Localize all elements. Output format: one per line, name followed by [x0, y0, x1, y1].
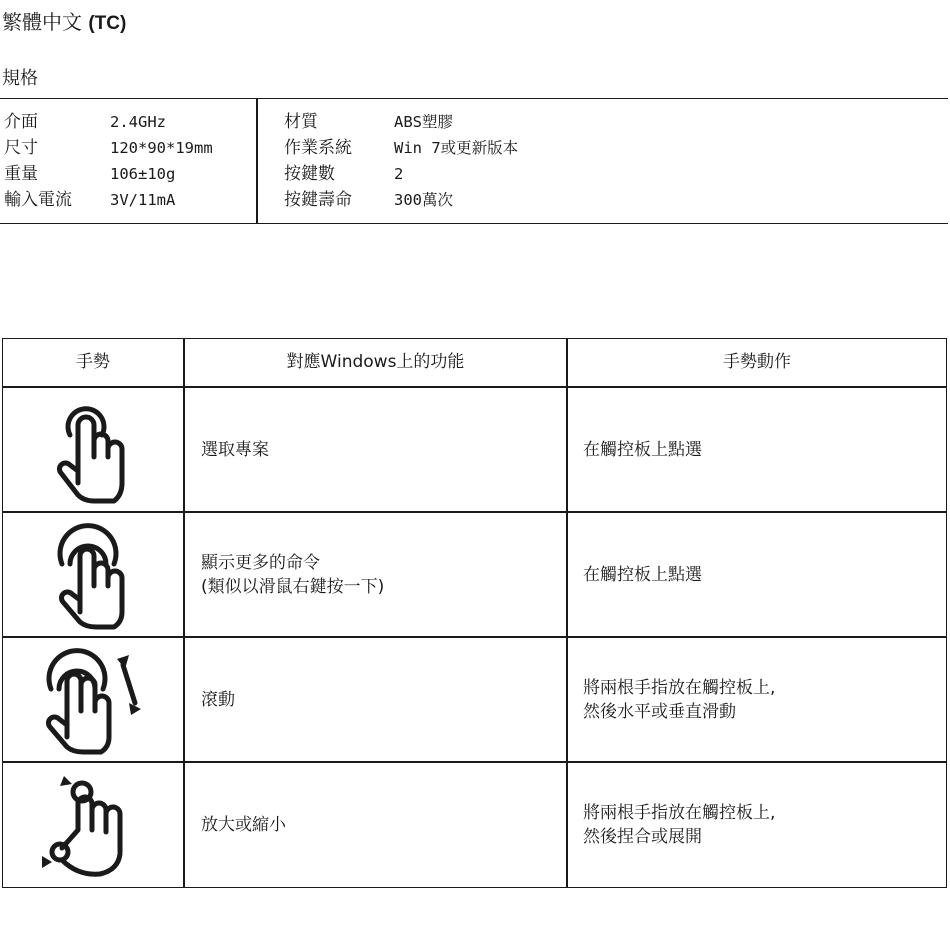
function-text: 放大或縮小 — [201, 815, 286, 835]
function-text: 滾動 — [201, 689, 235, 710]
action-text: 在觸控板上點選 — [583, 564, 702, 585]
spec-label: 材質 — [284, 112, 318, 132]
spec-label: 介面 — [4, 112, 38, 132]
spec-value: 2.4GHz — [110, 113, 166, 131]
language-name: 繁體中文 — [2, 10, 82, 34]
spec-value: Win 7或更新版本 — [394, 139, 519, 157]
action-text: 然後水平或垂直滑動 — [583, 701, 736, 722]
spec-label: 尺寸 — [4, 138, 38, 158]
action-text: 將兩根手指放在觸控板上, — [583, 803, 776, 823]
spec-value: 3V/11mA — [110, 191, 176, 209]
spec-divider — [256, 99, 258, 223]
function-cell — [201, 388, 561, 511]
spec-value: 120*90*19mm — [110, 139, 213, 157]
function-cell — [201, 638, 561, 761]
spec-label: 作業系統 — [284, 138, 352, 158]
specs-heading: 規格 — [2, 68, 38, 89]
action-cell — [583, 513, 943, 636]
spec-table — [0, 98, 948, 224]
single-tap-hand-icon — [3, 388, 183, 511]
action-cell — [583, 638, 943, 761]
function-cell — [201, 763, 561, 887]
action-cell — [583, 763, 943, 887]
pinch-zoom-hand-icon — [3, 763, 183, 887]
function-cell — [201, 513, 561, 636]
function-text: (類似以滑鼠右鍵按一下) — [201, 576, 385, 597]
two-finger-scroll-hand-icon — [3, 638, 183, 761]
header-action: 手勢動作 — [723, 352, 791, 372]
gesture-table — [2, 338, 947, 888]
action-text: 然後捏合或展開 — [583, 827, 702, 847]
spec-value: 106±10g — [110, 165, 176, 183]
language-title — [2, 6, 126, 35]
spec-label: 重量 — [4, 164, 38, 184]
function-text: 顯示更多的命令 — [201, 552, 320, 573]
spec-label: 按鍵數 — [284, 164, 335, 184]
spec-value: ABS塑膠 — [394, 113, 453, 131]
spec-value: 2 — [394, 165, 404, 183]
header-function: 對應Windows上的功能 — [286, 352, 465, 372]
function-text: 選取專案 — [201, 439, 269, 460]
action-text: 在觸控板上點選 — [583, 439, 702, 460]
language-code: (TC) — [88, 13, 127, 34]
column-divider — [566, 339, 568, 887]
action-text: 將兩根手指放在觸控板上, — [583, 677, 776, 698]
action-cell — [583, 388, 943, 511]
spec-label: 輸入電流 — [4, 190, 72, 210]
double-ring-tap-hand-icon — [3, 513, 183, 636]
spec-value: 300萬次 — [394, 191, 453, 209]
header-gesture: 手勢 — [76, 352, 110, 372]
spec-label: 按鍵壽命 — [284, 190, 352, 210]
column-divider — [183, 339, 185, 887]
